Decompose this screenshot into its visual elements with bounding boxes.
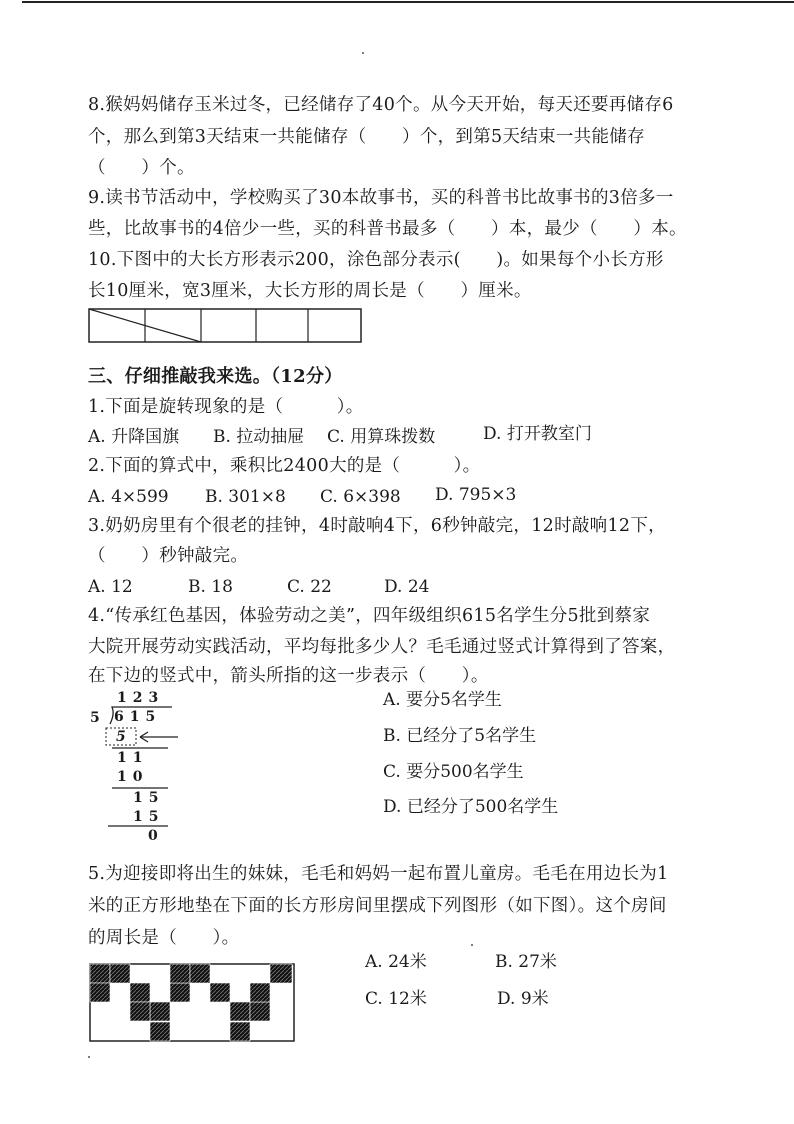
s5-option-d: D. 9米 xyxy=(497,989,549,1009)
q10-line1: 10.下图中的大长方形表示200，涂色部分表示( )。如果每个小长方形 xyxy=(88,250,664,270)
s3-line1: 3.奶奶房里有个很老的挂钟，4时敲响4下，6秒钟敲完，12时敲响12下， xyxy=(88,516,666,536)
s3-line2: （ ）秒钟敲完。 xyxy=(88,546,249,566)
s1-option-d: D. 打开教室门 xyxy=(483,424,592,444)
s2-option-a: A. 4×599 xyxy=(88,487,169,507)
dashed-step-box xyxy=(106,728,136,745)
s1-option-c: C. 用算珠拨数 xyxy=(327,427,436,447)
division-remainder: 0 xyxy=(148,828,164,844)
s2-option-b: B. 301×8 xyxy=(205,487,286,507)
big-rectangle xyxy=(89,309,361,342)
division-step1: 5 xyxy=(116,729,132,745)
division-dividend: 615 xyxy=(114,709,162,725)
s1-question: 1.下面是旋转现象的是（ ）。 xyxy=(88,397,364,417)
s5-line1: 5.为迎接即将出生的妹妹，毛毛和妈妈一起布置儿童房。毛毛在用边长为1 xyxy=(88,864,669,884)
division-bracket xyxy=(110,707,172,724)
scan-speck xyxy=(362,52,364,54)
section3-title: 三、仔细推敲我来选。（12分） xyxy=(88,366,343,387)
s4-option-d: D. 已经分了500名学生 xyxy=(383,797,559,817)
q10-line2: 长10厘米，宽3厘米，大长方形的周长是（ ）厘米。 xyxy=(88,281,532,301)
s2-option-c: C. 6×398 xyxy=(320,487,401,507)
scan-speck xyxy=(471,944,473,946)
s3-option-a: A. 12 xyxy=(88,577,133,597)
q8-line3: （ ）个。 xyxy=(88,158,195,178)
s4-line2: 大院开展劳动实践活动，平均每批多少人？毛毛通过竖式计算得到了答案， xyxy=(88,637,676,657)
q8-line2: 个，那么到第3天结束一共能储存（ ）个，到第5天结束一共能储存 xyxy=(88,127,645,147)
s4-option-a: A. 要分5名学生 xyxy=(383,690,502,710)
division-step3: 10 xyxy=(117,769,149,785)
q9-line1: 9.读书节活动中，学校购买了30本故事书，买的科普书比故事书的3倍多一 xyxy=(88,188,674,208)
q10-rectangle-figure xyxy=(88,308,363,344)
s2-option-d: D. 795×3 xyxy=(435,485,517,505)
division-step2: 11 xyxy=(117,750,149,766)
division-quotient: 123 xyxy=(117,690,165,706)
s5-line3: 的周长是（ ）。 xyxy=(88,928,240,948)
s4-option-b: B. 已经分了5名学生 xyxy=(383,726,537,746)
s4-line3: 在下边的竖式中，箭头所指的这一步表示（ ）。 xyxy=(88,666,489,686)
division-step4: 15 xyxy=(133,790,165,806)
s5-option-b: B. 27米 xyxy=(495,952,557,972)
s5-option-a: A. 24米 xyxy=(365,952,427,972)
s5-floor-mat-figure xyxy=(88,962,298,1044)
s1-option-a: A. 升降国旗 xyxy=(88,427,180,447)
q9-line2: 些，比故事书的4倍少一些，买的科普书最多（ ）本，最少（ ）本。 xyxy=(88,219,687,239)
s5-option-c: C. 12米 xyxy=(365,989,427,1009)
s1-option-b: B. 拉动抽屉 xyxy=(213,427,305,447)
division-bracket-lines xyxy=(100,700,190,835)
scan-speck xyxy=(88,1056,90,1058)
s2-question: 2.下面的算式中，乘积比2400大的是（ ）。 xyxy=(88,456,481,476)
s4-line1: 4.“传承红色基因，体验劳动之美”，四年级组织615名学生分5批到蔡家 xyxy=(88,606,651,626)
s3-option-c: C. 22 xyxy=(287,577,332,597)
q8-line1: 8.猴妈妈储存玉米过冬，已经储存了40个。从今天开始，每天还要再储存6 xyxy=(88,95,674,115)
top-border-line xyxy=(22,1,794,3)
s3-option-d: D. 24 xyxy=(384,577,430,597)
s3-option-b: B. 18 xyxy=(188,577,233,597)
s4-option-c: C. 要分500名学生 xyxy=(383,762,524,782)
division-divisor: 5 xyxy=(90,710,106,726)
s5-line2: 米的正方形地垫在下面的长方形房间里摆成下列图形（如下图）。这个房间 xyxy=(88,896,667,916)
division-step5: 15 xyxy=(133,809,165,825)
